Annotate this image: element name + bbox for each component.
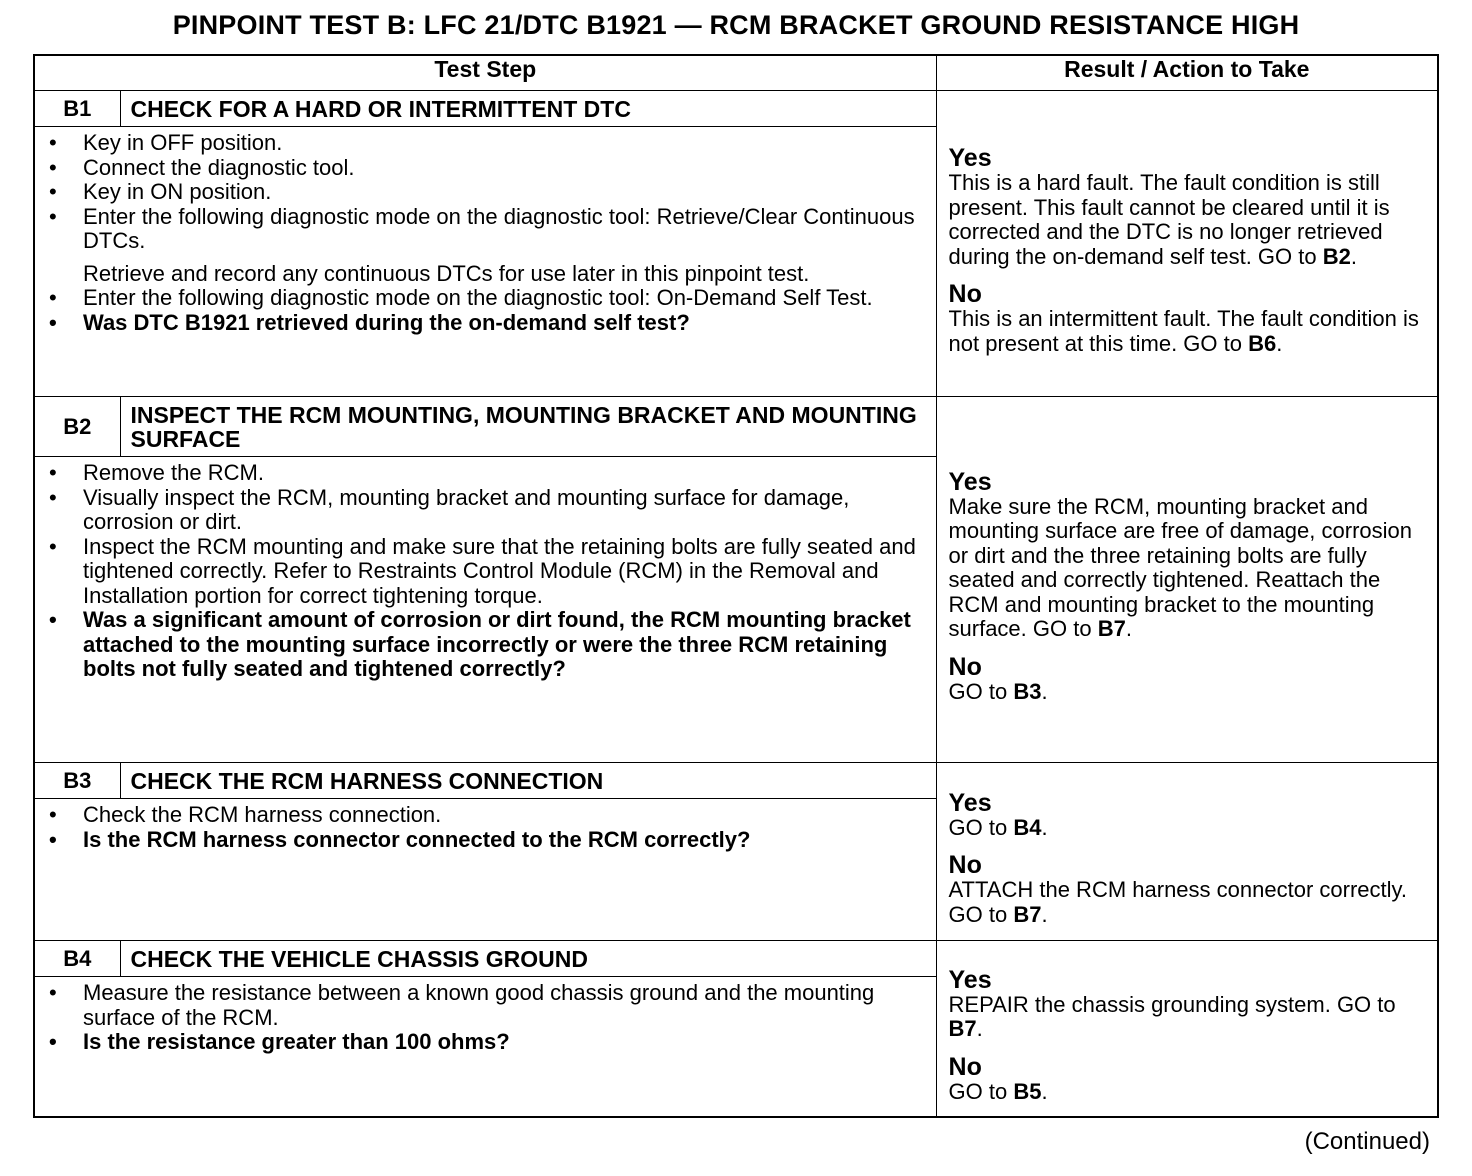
list-item: • Visually inspect the RCM, mounting bracket and mounting surface for damage, corrosion or dirt.	[45, 486, 926, 535]
continued-note: (Continued)	[1304, 1128, 1430, 1155]
pinpoint-test-table	[33, 54, 1439, 1118]
step-b3-result	[936, 763, 1438, 941]
step-b4-title-row	[34, 941, 1438, 977]
list-item: • Connect the diagnostic tool.	[45, 156, 926, 181]
step-b2-body	[34, 457, 936, 763]
step-b3-title-row	[34, 763, 1438, 799]
list-item: • Key in ON position.	[45, 180, 926, 205]
goto-ref: B3	[1013, 678, 1042, 704]
no-label: No	[948, 652, 982, 681]
step-b4-result	[936, 941, 1438, 1117]
step-title: CHECK FOR A HARD OR INTERMITTENT DTC	[120, 91, 936, 127]
list-item: • Enter the following diagnostic mode on the diagnostic tool: Retrieve/Clear Continuous DTCs.	[45, 205, 926, 254]
list-item: • Check the RCM harness connection.	[45, 803, 926, 828]
step-id: B3	[34, 763, 120, 799]
list-item: • Key in OFF position.	[45, 131, 926, 156]
table-header-row	[34, 55, 1438, 91]
header-result-action: Result / Action to Take	[936, 55, 1438, 91]
step-b3-body	[34, 799, 936, 941]
page-title: PINPOINT TEST B: LFC 21/DTC B1921 — RCM BRACKET GROUND RESISTANCE HIGH	[172, 10, 1300, 40]
goto-ref: B6	[1248, 330, 1277, 356]
step-id: B4	[34, 941, 120, 977]
step-id: B2	[34, 397, 120, 457]
goto-ref: B7	[1097, 616, 1126, 642]
no-label: No	[948, 1052, 982, 1081]
no-action: GO to B5.	[948, 1078, 1048, 1104]
note-text: Retrieve and record any continuous DTCs for use later in this pinpoint test.	[83, 260, 810, 286]
list-item: • Measure the resistance between a known good chassis ground and the mounting surface of the RCM.	[45, 981, 926, 1030]
goto-ref: B7	[1013, 901, 1042, 927]
step-b1-body	[34, 127, 936, 397]
no-action: This is an intermittent fault. The fault condition is not present at this time. GO to B6.	[948, 306, 1419, 356]
goto-ref: B4	[1013, 814, 1042, 840]
yes-action: This is a hard fault. The fault condition is still present. This fault cannot be cleared until it is corrected and the DTC is no longer retrieved during the on-demand self test. GO to B2.	[948, 170, 1390, 269]
list-item: • Inspect the RCM mounting and make sure that the retaining bolts are fully seated and tightened correctly. Refer to Restraints Control Module (RCM) in the Removal and Installation portion for correct tightening torque.	[45, 535, 926, 609]
no-action: GO to B3.	[948, 678, 1048, 704]
no-action: ATTACH the RCM harness connector correctly. GO to B7.	[948, 877, 1407, 927]
yes-label: Yes	[948, 467, 992, 496]
list-item: • Remove the RCM.	[45, 461, 926, 486]
step-id: B1	[34, 91, 120, 127]
step-question: • Is the resistance greater than 100 ohms?	[45, 1030, 926, 1055]
step-question: • Was DTC B1921 retrieved during the on-demand self test?	[45, 311, 926, 336]
step-b2-result	[936, 397, 1438, 763]
step-b2-title-row	[34, 397, 1438, 457]
step-question: • Was a significant amount of corrosion or dirt found, the RCM mounting bracket attached to the mounting surface incorrectly or were the three RCM retaining bolts not fully seated and tightened correctly?	[45, 608, 926, 682]
yes-action: GO to B4.	[948, 814, 1048, 840]
step-title: CHECK THE VEHICLE CHASSIS GROUND	[120, 941, 936, 977]
step-b1-title-row	[34, 91, 1438, 127]
goto-ref: B2	[1322, 243, 1351, 269]
yes-label: Yes	[948, 144, 992, 172]
goto-ref: B7	[948, 1016, 977, 1041]
yes-label: Yes	[948, 965, 992, 994]
step-title: CHECK THE RCM HARNESS CONNECTION	[120, 763, 936, 799]
header-test-step: Test Step	[34, 55, 936, 91]
step-question: • Is the RCM harness connector connected to the RCM correctly?	[45, 828, 926, 853]
goto-ref: B5	[1013, 1078, 1042, 1104]
step-b1-result	[936, 91, 1438, 397]
list-item: • Enter the following diagnostic mode on the diagnostic tool: On-Demand Self Test.	[45, 286, 926, 311]
yes-label: Yes	[948, 788, 992, 817]
step-title: INSPECT THE RCM MOUNTING, MOUNTING BRACKET AND MOUNTING SURFACE	[120, 397, 936, 457]
no-label: No	[948, 280, 982, 308]
yes-action: Make sure the RCM, mounting bracket and mounting surface are free of damage, corrosion or dirt and the three retaining bolts are fully seated and correctly tightened. Reattach the RCM and mounting bracket to the mounting surface. GO to B7.	[948, 493, 1412, 642]
step-b4-body	[34, 977, 936, 1117]
yes-action: REPAIR the chassis grounding system. GO to B7.	[948, 991, 1396, 1041]
no-label: No	[948, 851, 982, 880]
